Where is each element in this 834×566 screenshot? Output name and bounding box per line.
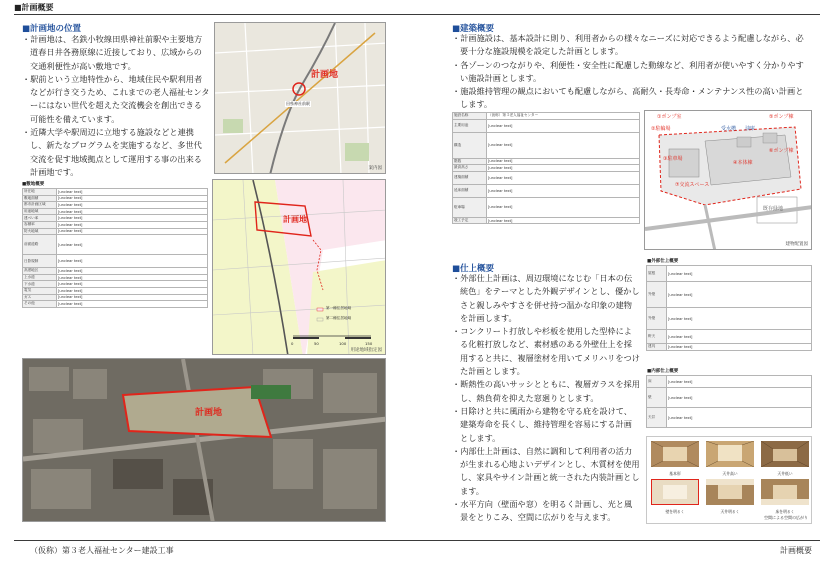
location-map <box>214 22 386 174</box>
table-row: 壁 [unclear text] <box>647 388 812 408</box>
plan-label-exchange: ⑦交流スペース <box>675 182 710 188</box>
swatch-grid <box>651 441 809 513</box>
table-row: 延床面積 [unclear text] <box>453 184 640 197</box>
building-heading: ■建築概要 <box>452 24 495 34</box>
map1-caption: 案内図 <box>368 166 382 171</box>
building-bullet: ・ 施設維持管理の観点においても配慮しながら、高耐久・長寿命・メンテナンス性の高い計画とします。 <box>452 85 810 112</box>
plan-label-green: 既存緑地 <box>763 206 784 212</box>
finish-bullet: ・ 外部仕上計画は、周辺環境になじむ「日本の伝統色」をテーマとした外観デザインとし、優かしさと親しみやすさを併せ持つ温かな印象の建物を計画します。 <box>452 272 640 325</box>
table-row: 容積率 [unclear text] <box>23 221 208 228</box>
interior-table <box>646 375 812 428</box>
site-plan-caption: 建物配置図 <box>785 242 808 247</box>
finish-bullet: ・ 内部仕上計画は、自然に調和して利用者の活力が生まれる心地よいデザインとし、木質材を使用し、家具やサイン計画と統一された内装計画とします。 <box>452 445 640 498</box>
plan-label-water-tank: 受水槽 <box>721 126 737 132</box>
table-row: 駐車場 [unclear text] <box>453 197 640 217</box>
room-swatch-icon <box>706 441 754 467</box>
scale-tick: 0 <box>291 341 294 346</box>
location-bullet: ・ 駅前という立地特性から、地域住民や駅利用者などが行き交うため、これまでの老人福祉センターにはない世代を超えた交流機会を創出できる可能性を備えています。 <box>22 73 210 126</box>
site-plan <box>644 110 812 250</box>
table-row: 構造 [unclear text] <box>453 132 640 158</box>
table-row: 前面道路 [unclear text] <box>23 235 208 255</box>
table-row: 外壁 [unclear text] <box>647 308 812 330</box>
room-swatch-icon <box>651 479 699 505</box>
table-row: 階数 [unclear text] <box>453 158 640 165</box>
table-row: 高度地区 [unclear text] <box>23 268 208 275</box>
table-row: 建ぺい率 [unclear text] <box>23 215 208 222</box>
finish-table-title: ■外部仕上概要 <box>647 259 679 264</box>
swatch-label: 基本形 <box>669 471 681 476</box>
table-row: 所在地 [unclear text] <box>23 189 208 196</box>
table-row: 外壁 [unclear text] <box>647 282 812 308</box>
interior-table-title: ■内部仕上概要 <box>647 369 679 374</box>
building-table <box>452 112 640 224</box>
plan-label-pump-building: ⑤ポンプ棟 <box>769 114 794 120</box>
location-bullet: ・ 近隣大学や駅周辺に立地する施設などと連携し、新たなプログラムを実施するなど、多世代交流を促す地域拠点として運用する事の出来る計画地です。 <box>22 126 210 179</box>
map2-site-label: 計画地 <box>283 215 307 224</box>
table-row: その他 [unclear text] <box>23 301 208 308</box>
table-row: 屋根 [unclear text] <box>647 266 812 282</box>
page-header-title: ■計画概要 <box>14 3 54 12</box>
room-swatch-icon <box>761 441 809 467</box>
finish-bullet: ・ 日除けと共に風雨から建物を守る庇を設けて、建築寿命を長くし、維持管理を容易にする計画とします。 <box>452 405 640 445</box>
space-swatches <box>646 436 812 524</box>
scale-tick: 50 <box>314 341 319 346</box>
table-row: 施設名称 （仮称）第３老人福祉センター <box>453 113 640 120</box>
photo-site-label: 計画地 <box>195 408 223 418</box>
location-map-drawing <box>215 23 386 174</box>
footer-rule <box>14 540 820 541</box>
aerial-photo-drawing <box>23 359 386 522</box>
table-row: 防火地域 [unclear text] <box>23 228 208 235</box>
swatch-label: 天井明るく <box>720 509 740 514</box>
table-row: 都市計画区域 [unclear text] <box>23 202 208 209</box>
table-row: 下水道 [unclear text] <box>23 281 208 288</box>
table-row: 日影規制 [unclear text] <box>23 255 208 268</box>
plan-label-main-building: ④本体棟 <box>733 160 753 166</box>
table-row: 天井 [unclear text] <box>647 408 812 428</box>
swatch-cell <box>761 441 809 476</box>
plan-label-pump-room: ①ポンプ室 <box>657 114 682 120</box>
swatch-label: 天井低い <box>777 471 793 476</box>
table-row: 上水道 [unclear text] <box>23 274 208 281</box>
location-heading: ■計画地の位置 <box>22 24 82 34</box>
finish-bullets <box>452 272 640 525</box>
table-row: 建具 [unclear text] <box>647 344 812 351</box>
swatch-cell <box>706 479 754 514</box>
finish-bullet: ・ 断熱性の高いサッシとともに、複層ガラスを採用し、熱負荷を抑えた窓廻りとします。 <box>452 378 640 405</box>
finish-heading: ■仕上概要 <box>452 264 495 274</box>
table-row: ガス [unclear text] <box>23 294 208 301</box>
plan-label-oil-store: 油庫 <box>745 126 756 132</box>
map1-station-label: 田県神社前駅 <box>286 101 310 106</box>
swatch-cell <box>761 479 809 514</box>
location-bullets <box>22 33 210 179</box>
table-row: 最高高さ [unclear text] <box>453 165 640 172</box>
aerial-photo <box>22 358 386 522</box>
building-bullet: ・ 計画施設は、基本設計に則り、利用者からの様々なニーズに対応できるよう配慮しながら、必要十分な施設規模を設定した計画とします。 <box>452 32 810 59</box>
scale-tick: 150 <box>365 341 373 346</box>
room-swatch-icon <box>761 479 809 505</box>
zoning-legend-1: 第一種住居地域 <box>326 306 352 310</box>
table-row: 用途地域 [unclear text] <box>23 208 208 215</box>
swatch-label: 壁を明るく <box>665 509 685 514</box>
header-rule <box>14 14 820 15</box>
table-row: 主要用途 [unclear text] <box>453 119 640 132</box>
scale-tick: 100 <box>339 341 347 346</box>
site-table <box>22 188 208 308</box>
room-swatch-icon <box>706 479 754 505</box>
footer-project-title: （仮称）第３老人福祉センター建設工事 <box>30 546 174 555</box>
plan-label-bicycle: ②駐輪場 <box>651 126 671 132</box>
map1-site-label: 計画地 <box>311 70 339 80</box>
table-row: 床 [unclear text] <box>647 376 812 388</box>
swatch-label: 天井高い <box>722 471 738 476</box>
room-swatch-icon <box>651 441 699 467</box>
site-table-title: ■敷地概要 <box>22 182 45 187</box>
finish-table <box>646 265 812 351</box>
plan-label-pump-building-2: ⑥ポンプ棟 <box>769 148 794 154</box>
map2-caption: 用途地域指定図 <box>350 348 382 353</box>
plan-label-parking: ③駐車場 <box>663 156 683 162</box>
building-bullets <box>452 32 810 112</box>
finish-bullet: ・ 水平方向（壁面や窓）を明るく計画し、光と風景をとりこみ、空間に広がりを与えます。 <box>452 498 640 525</box>
zoning-map-drawing <box>213 180 386 355</box>
location-bullet: ・ 計画地は、名鉄小牧線田県神社前駅や主要地方道春日井各務原線に近接しており、広域からの交通利便性が高い敷地です。 <box>22 33 210 73</box>
zoning-legend-2: 第二種住居地域 <box>326 316 352 320</box>
finish-bullet: ・ コンクリート打放しや杉板を使用した型枠による化粧打放しなど、素材感のある外壁仕上を採用すると共に、複層塗材を用いてメリハリをつけた計画とします。 <box>452 325 640 378</box>
zoning-map <box>212 179 386 355</box>
swatch-cell <box>651 441 699 476</box>
table-row: 竣工予定 [unclear text] <box>453 217 640 224</box>
table-row: 建築面積 [unclear text] <box>453 171 640 184</box>
swatch-label: 床を明るく <box>775 509 795 514</box>
table-row: 電気 [unclear text] <box>23 287 208 294</box>
swatch-caption: 空間による空間の広がり <box>764 515 808 520</box>
footer-section-title: 計画概要 <box>780 546 812 555</box>
table-row: 軒天 [unclear text] <box>647 330 812 344</box>
swatch-cell <box>706 441 754 476</box>
table-row: 敷地面積 [unclear text] <box>23 195 208 202</box>
building-bullet: ・ 各ゾーンのつながりや、利便性・安全性に配慮した動線など、利用者が使いやすく分かりやすい施設計画とします。 <box>452 59 810 86</box>
swatch-cell <box>651 479 699 514</box>
